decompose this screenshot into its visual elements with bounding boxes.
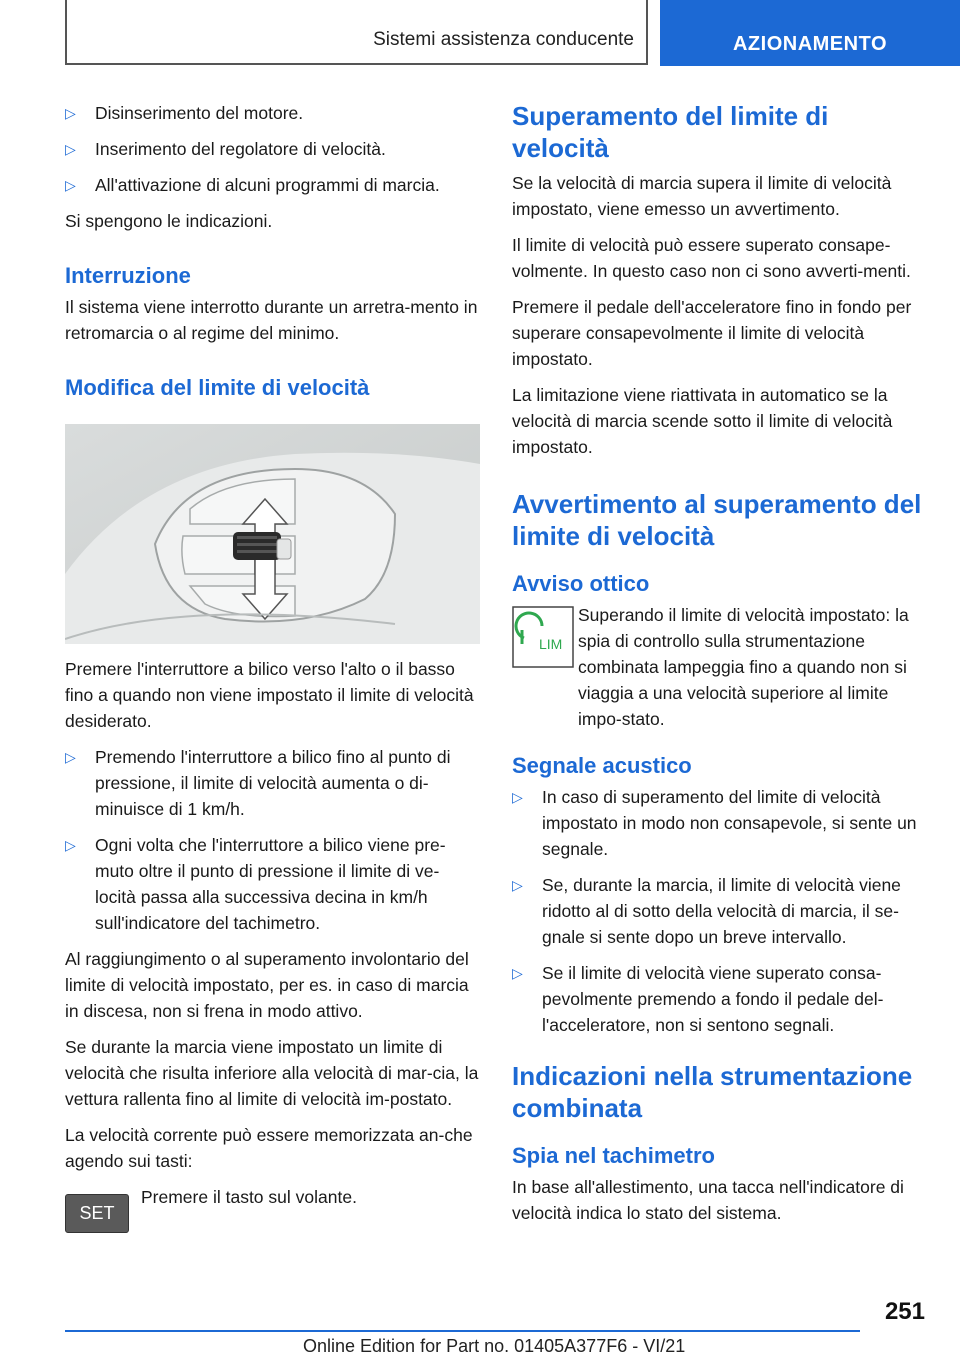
list-item: ▷ Se, durante la marcia, il limite di velocità viene ridotto al di sotto della velocità di marcia, il se-gnale si sente dopo un breve intervallo. [512, 872, 930, 950]
paragraph: Se durante la marcia viene impostato un limite di velocità che risulta inferiore alla velocità di mar-cia, la vettura rallenta fino al limite di velocità im-postato. [65, 1037, 479, 1109]
steering-wheel-rocker-illustration [65, 424, 480, 644]
triangle-bullet-icon: ▷ [512, 789, 523, 805]
paragraph: Se la velocità di marcia supera il limite di velocità impostato, viene emesso un avvertimento. [512, 173, 892, 219]
paragraph: Premere l'interruttore a bilico verso l'alto o il basso fino a quando non viene impostato il limite di velocità desiderato. [65, 659, 474, 731]
list-item: ▷ In caso di superamento del limite di velocità impostato in modo non consapevole, si sente un segnale. [512, 784, 930, 862]
set-button-row [65, 1184, 480, 1244]
triangle-bullet-icon: ▷ [65, 837, 76, 853]
heading-indicazioni: Indicazioni nella strumentazione combinata [512, 1061, 913, 1123]
list-item: ▷ Disinserimento del motore. [65, 100, 480, 126]
triangle-bullet-icon: ▷ [65, 105, 76, 121]
section-title: Sistemi assistenza conducente [373, 29, 634, 50]
paragraph: La velocità corrente può essere memorizzata an-che agendo sui tasti: [65, 1125, 473, 1171]
list-item: ▷ Inserimento del regolatore di velocità. [65, 136, 480, 162]
left-column [65, 100, 480, 1244]
heading-interruzione: Interruzione [65, 263, 191, 288]
triangle-bullet-icon: ▷ [65, 749, 76, 765]
paragraph: Al raggiungimento o al superamento involontario del limite di velocità impostato, per es. in caso di marcia in discesa, non si frena in modo attivo. [65, 949, 469, 1021]
triangle-bullet-icon: ▷ [512, 877, 523, 893]
heading-superamento: Superamento del limite di velocità [512, 101, 829, 163]
heading-avvertimento: Avvertimento al superamento del limite di velocità [512, 489, 922, 551]
list-item: ▷ Se il limite di velocità viene superato consa-pevolmente premendo a fondo il pedale del-l'acceleratore, non si sentono segnali. [512, 960, 930, 1038]
footer-divider [65, 1330, 860, 1332]
list-item: ▷ Ogni volta che l'interruttore a bilico viene pre-muto oltre il punto di pressione il limite di ve-locità passa alla successiva decina in km/h sull'indicatore del tachimetro. [65, 832, 480, 936]
footer-edition: Online Edition for Part no. 01405A377F6 - VI/21 [303, 1336, 686, 1356]
paragraph: Il limite di velocità può essere superato consape-volmente. In questo caso non ci sono avverti-menti. [512, 235, 911, 281]
right-column [512, 100, 930, 1236]
list-item: ▷ Premendo l'interruttore a bilico fino al punto di pressione, il limite di velocità aumenta o di-minuisce di 1 km/h. [65, 744, 480, 822]
heading-ottico: Avviso ottico [512, 571, 650, 596]
triangle-bullet-icon: ▷ [65, 177, 76, 193]
heading-spia: Spia nel tachimetro [512, 1143, 715, 1168]
svg-text:LIM: LIM [539, 636, 563, 652]
paragraph: Premere il tasto sul volante. [141, 1187, 357, 1207]
paragraph: In base all'allestimento, una tacca nell'indicatore di velocità indica lo stato del sistema. [512, 1177, 904, 1223]
page-number: 251 [884, 1298, 925, 1325]
chapter-tab [660, 0, 960, 66]
chapter-title: AZIONAMENTO [732, 33, 887, 55]
heading-acustico: Segnale acustico [512, 753, 692, 778]
paragraph: La limitazione viene riattivata in automatico se la velocità di marcia scende sotto il limite di velocità impostato. [512, 385, 893, 457]
visual-warning-row [512, 602, 930, 732]
speed-limit-lim-icon [512, 606, 574, 668]
paragraph: Superando il limite di velocità impostato: la spia di controllo sulla strumentazione combinata lampeggia fino a quando non si viaggia a una velocità superiore al limite impo-stato. [578, 605, 909, 729]
paragraph: Premere il pedale dell'acceleratore fino in fondo per superare consapevolmente il limite di velocità impostato. [512, 297, 912, 369]
list-item: ▷ All'attivazione di alcuni programmi di marcia. [65, 172, 480, 198]
paragraph: Il sistema viene interrotto durante un arretra-mento in retromarcia o al regime del minimo. [65, 297, 478, 343]
set-button-icon: SET [65, 1194, 129, 1233]
paragraph: Si spengono le indicazioni. [65, 211, 273, 231]
heading-modifica: Modifica del limite di velocità [65, 375, 370, 400]
running-header-section [65, 0, 648, 65]
triangle-bullet-icon: ▷ [65, 141, 76, 157]
triangle-bullet-icon: ▷ [512, 965, 523, 981]
